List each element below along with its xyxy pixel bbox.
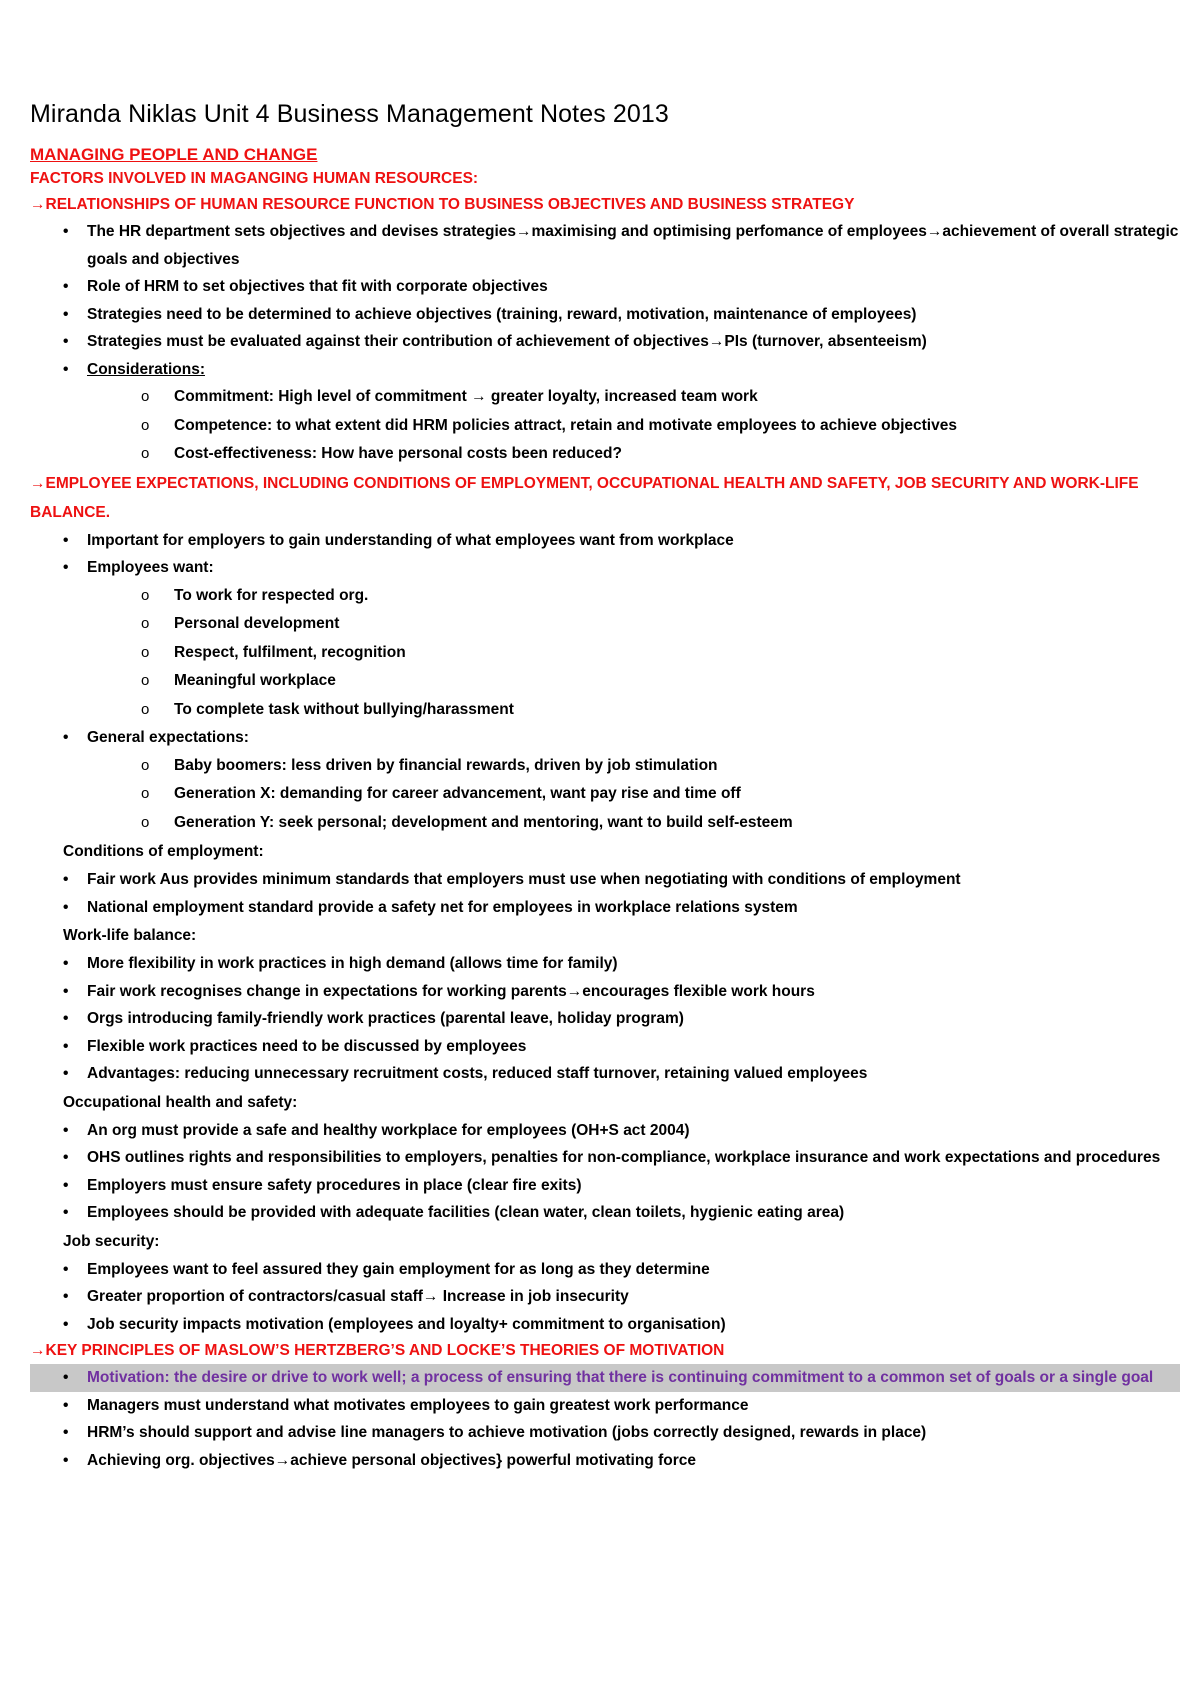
list-item: • Advantages: reducing unnecessary recruitment costs, reduced staff turnover, retaining valued employees [30,1060,1180,1088]
sub-list-item: o Respect, fulfilment, recognition [30,639,1180,668]
circle-bullet-icon: o [141,416,150,434]
bullet-icon: • [63,1204,69,1221]
list-item: • Employees want: o To work for respected org. o Personal development o Respect, fulfilment, recognition o Meaningful workplace o To complete task without bullying/harassment [30,554,1180,724]
list-item: • More flexibility in work practices in high demand (allows time for family) [30,950,1180,978]
circle-bullet-icon: o [141,672,150,689]
list-item: • Role of HRM to set objectives that fit with corporate objectives [30,273,1180,301]
circle-bullet-icon: o [141,813,150,831]
considerations-label: Considerations: [87,360,205,378]
sub-list-item: o Generation X: demanding for career advancement, want pay rise and time off [30,780,1180,809]
sub-list-item: o To complete task without bullying/harassment [30,696,1180,725]
bullet-list [30,218,1180,469]
sub-list-item: o Personal development [30,610,1180,639]
bullet-icon: • [63,1424,69,1441]
list-item: • National employment standard provide a safety net for employees in workplace relations system [30,894,1180,922]
sub-list-item: o To work for respected org. [30,582,1180,611]
bullet-icon: • [63,871,69,888]
document-title: Miranda Niklas Unit 4 Business Management Notes 2013 [30,100,669,128]
list-item: • Orgs introducing family-friendly work practices (parental leave, holiday program) [30,1005,1180,1033]
bullet-list [30,527,1180,838]
section-heading-employee-expectations: →EMPLOYEE EXPECTATIONS, INCLUDING CONDITIONS OF EMPLOYMENT, OCCUPATIONAL HEALTH AND SAFETY, JOB SECURITY AND WORK-LIFE BALANCE. [30,474,1139,521]
bullet-icon: • [63,559,69,576]
bullet-icon: • [63,1176,69,1194]
circle-bullet-icon: o [141,586,150,604]
circle-bullet-icon: o [141,700,150,718]
bullet-list [30,950,1180,1088]
circle-bullet-icon: o [141,615,150,632]
sub-list-item: o Commitment: High level of commitment → greater loyalty, increased team work [30,383,1180,412]
list-item: • Strategies need to be determined to achieve objectives (training, reward, motivation, maintenance of employees) [30,301,1180,329]
bullet-icon: • [63,1315,69,1333]
sub-list-item: o Competence: to what extent did HRM policies attract, retain and motivate employees to achieve objectives [30,412,1180,441]
list-item: • Job security impacts motivation (employees and loyalty+ commitment to organisation) [30,1311,1180,1339]
ohs-subheading: Occupational health and safety: [63,1093,298,1111]
bullet-icon: • [63,955,69,972]
bullet-icon: • [63,1260,69,1278]
sub-list-item: o Meaningful workplace [30,667,1180,696]
bullet-list [30,866,1180,921]
bullet-icon: • [63,360,69,378]
section-heading-motivation-theories: →KEY PRINCIPLES OF MASLOW’S HERTZBERG’S AND LOCKE’S THEORIES OF MOTIVATION [30,1342,725,1359]
bullet-icon: • [63,729,69,746]
list-item: • Achieving org. objectives→achieve personal objectives} powerful motivating force [30,1447,1180,1475]
job-security-subheading: Job security: [63,1232,160,1250]
bullet-icon: • [63,898,69,916]
bullet-icon: • [63,1288,69,1305]
bullet-icon: • [63,531,69,549]
list-item: • Important for employers to gain understanding of what employees want from workplace [30,527,1180,555]
list-item [30,356,1180,469]
bullet-icon: • [63,1037,69,1055]
bullet-list [30,1364,1180,1474]
list-item: • Employers must ensure safety procedures in place (clear fire exits) [30,1172,1180,1200]
list-item: • Employees should be provided with adequate facilities (clean water, clean toilets, hygienic eating area) [30,1199,1180,1227]
list-item: • Greater proportion of contractors/casual staff→ Increase in job insecurity [30,1283,1180,1311]
bullet-list [30,1117,1180,1227]
list-item: • Managers must understand what motivates employees to gain greatest work performance [30,1392,1180,1420]
circle-bullet-icon: o [141,756,150,774]
bullet-icon: • [63,1010,69,1027]
bullet-icon: • [63,223,69,240]
bullet-icon: • [63,1149,69,1166]
highlighted-list-item [30,1364,1180,1392]
list-item: • HRM’s should support and advise line managers to achieve motivation (jobs correctly designed, rewards in place) [30,1419,1180,1447]
highlighted-definition: Motivation: the desire or drive to work well; a process of ensuring that there is continuing commitment to a common set of goals or a single goal [87,1369,1154,1386]
sub-bullet-list [87,752,1180,838]
bullet-icon: • [63,1451,69,1469]
sub-list-item: o Generation Y: seek personal; development and mentoring, want to build self-esteem [30,809,1180,838]
sub-list-item: o Cost-effectiveness: How have personal costs been reduced? [30,440,1180,469]
list-item: • The HR department sets objectives and devises strategies→maximising and optimising perfomance of employees→achievement of overall strategic goals and objectives [30,218,1180,273]
list-item: • General expectations: o Baby boomers: less driven by financial rewards, driven by job stimulation o Generation X: demanding for career advancement, want pay rise and time off o Generation Y: seek personal; development and mentoring, want to build self-esteem [30,724,1180,837]
list-item: • Flexible work practices need to be discussed by employees [30,1033,1180,1061]
circle-bullet-icon: o [141,445,150,462]
bullet-icon: • [63,305,69,323]
circle-bullet-icon: o [141,643,150,661]
worklife-subheading: Work-life balance: [63,927,197,944]
factors-heading: FACTORS INVOLVED IN MAGANGING HUMAN RESOURCES: [30,170,479,187]
section-heading-hr-relationships: →RELATIONSHIPS OF HUMAN RESOURCE FUNCTION TO BUSINESS OBJECTIVES AND BUSINESS STRATEGY [30,196,855,213]
list-item: • Fair work Aus provides minimum standards that employers must use when negotiating with conditions of employment [30,866,1180,894]
circle-bullet-icon: o [141,388,150,405]
bullet-icon: • [63,1396,69,1414]
sub-list-item: o Baby boomers: less driven by financial rewards, driven by job stimulation [30,752,1180,781]
sub-bullet-list [87,582,1180,725]
bullet-icon: • [63,1369,69,1386]
list-item: • An org must provide a safe and healthy workplace for employees (OH+S act 2004) [30,1117,1180,1145]
bullet-icon: • [63,1065,69,1082]
bullet-list [30,1256,1180,1339]
sub-bullet-list [87,383,1180,469]
main-heading: MANAGING PEOPLE AND CHANGE [30,145,318,164]
bullet-icon: • [63,1121,69,1139]
document-body [30,143,1180,1474]
list-item: • OHS outlines rights and responsibilities to employers, penalties for non-compliance, workplace insurance and work expectations and procedures [30,1144,1180,1172]
circle-bullet-icon: o [141,785,150,802]
conditions-subheading: Conditions of employment: [63,843,264,860]
list-item: • Strategies must be evaluated against their contribution of achievement of objectives→PIs (turnover, absenteeism) [30,328,1180,356]
bullet-icon: • [63,278,69,295]
bullet-icon: • [63,982,69,1000]
bullet-icon: • [63,333,69,350]
list-item: • Fair work recognises change in expectations for working parents→encourages flexible work hours [30,978,1180,1006]
list-item: • Employees want to feel assured they gain employment for as long as they determine [30,1256,1180,1284]
